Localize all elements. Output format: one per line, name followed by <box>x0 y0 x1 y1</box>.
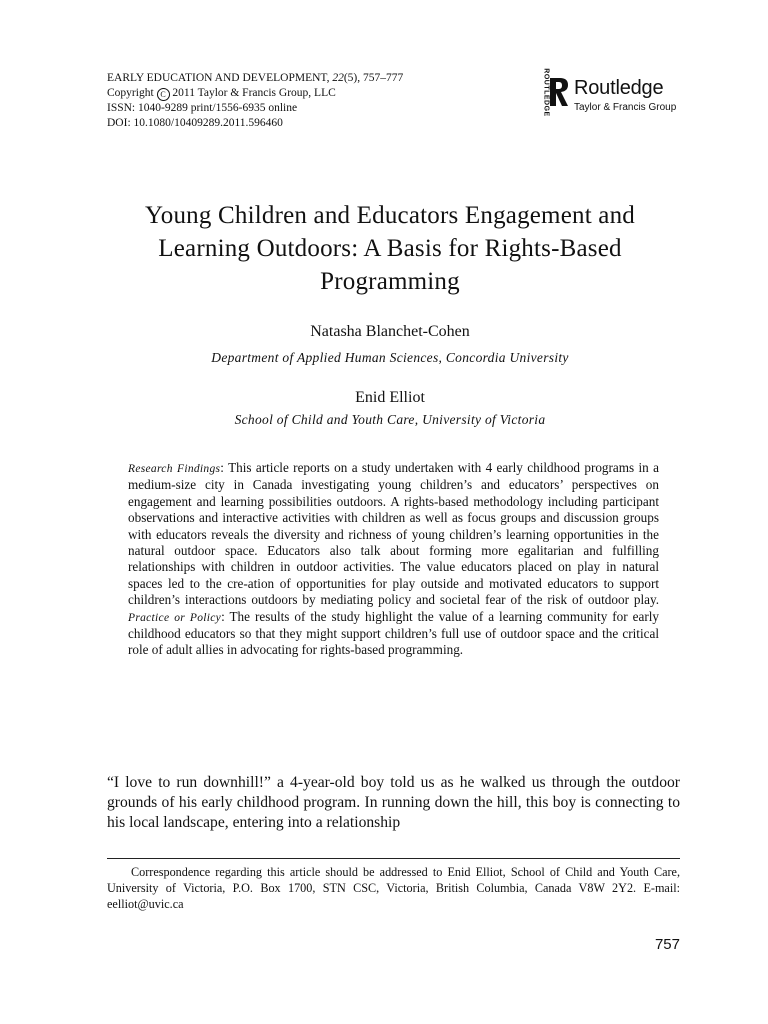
abstract-findings-text: : This article reports on a study undertaken with 4 early childhood programs in a medium-size city in Canada investigating young children’s and educators’ perspectives on engagement and learning possibilities outdoors. A rights-based methodology including participant observations and interactive activities with children as well as focus groups and discussion groups with educators reveals the diversity and richness of young children’s learning opportunities in the natural outdoor space. Educators also talk about forming more egalitarian and fulfilling relationships with children in outdoor activities. The value educators placed on play in natural spaces led to the cre-ation of opportunities for play outside and motivated educators to support children’s interactions outdoors by mediating policy and societal fear of the risk of outdoor play. <box>128 460 659 608</box>
author-name: Enid Elliot <box>355 389 425 406</box>
publisher-subtitle: Taylor & Francis Group <box>574 102 677 113</box>
routledge-r-icon <box>548 77 570 107</box>
author-affiliation: School of Child and Youth Care, University of Victoria <box>234 412 546 427</box>
copyright-icon: C <box>157 88 170 101</box>
abstract-policy-text: : The results of the study highlight the value of a learning community for early childhood educators so that they might support children’s full use of outdoor space and the critical role of adult allies in advocating for rights-based programming. <box>128 608 659 658</box>
issn-line: ISSN: 1040-9289 print/1556-6935 online <box>107 101 298 114</box>
routledge-logo <box>536 68 686 117</box>
journal-citation: EARLY EDUCATION AND DEVELOPMENT, 22(5), 757–777 <box>107 72 404 84</box>
doi-line: DOI: 10.1080/10409289.2011.596460 <box>107 116 283 129</box>
author-affiliation: Department of Applied Human Sciences, Concordia University <box>211 350 569 365</box>
practice-policy-label: Practice or Policy <box>128 611 222 624</box>
publisher-name: Routledge <box>574 77 664 99</box>
footnote-divider <box>107 858 680 859</box>
article-title: Young Children and Educators Engagement and Learning Outdoors: A Basis for Rights-Based Programming <box>145 202 635 295</box>
abstract <box>128 460 659 659</box>
journal-header <box>107 71 403 130</box>
logo-vertical-text: ROUTLEDGE <box>542 68 550 117</box>
copyright-line: Copyright C 2011 Taylor & Francis Group, LLC <box>107 86 336 99</box>
correspondence-footnote: Correspondence regarding this article should be addressed to Enid Elliot, School of Child and Youth Care, University of Victoria, P.O. Box 1700, STN CSC, Victoria, British Columbia, Canada V8W 2Y2. E-mail: eelliot@uvic.ca <box>107 865 680 912</box>
research-findings-label: Research Findings <box>128 463 221 475</box>
author-name: Natasha Blanchet-Cohen <box>310 323 470 340</box>
page-number: 757 <box>654 936 680 953</box>
body-paragraph: “I love to run downhill!” a 4-year-old boy told us as he walked us through the outdoor grounds of his early childhood program. In running down the hill, this boy is connecting to his local landscape, entering into a relationship <box>107 774 680 831</box>
